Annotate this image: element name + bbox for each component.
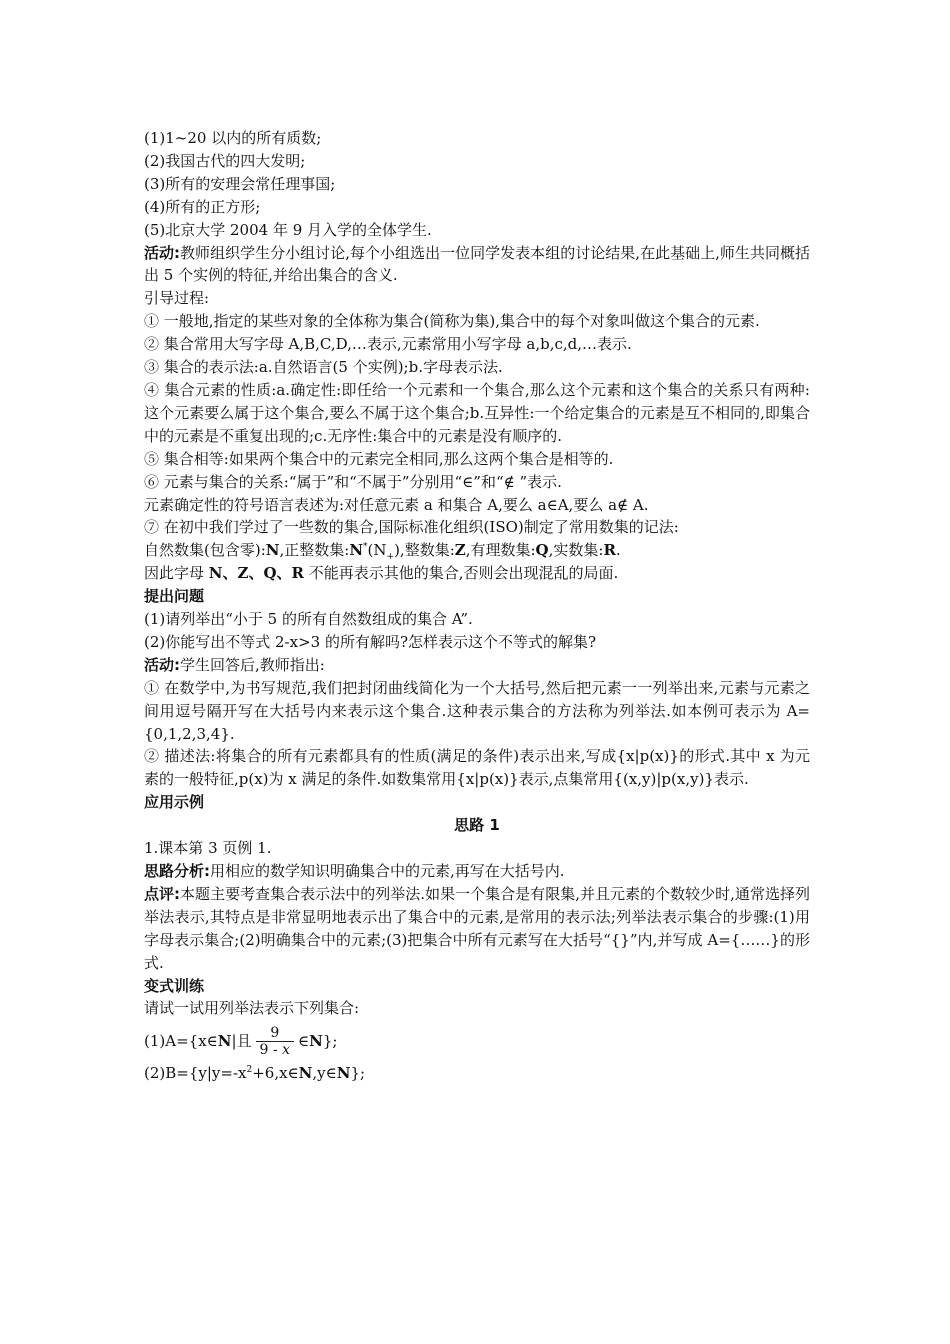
intro-list xyxy=(144,127,810,242)
activity-2-point: ① 在数学中,为书写规范,我们把封闭曲线简化为一个大括号,然后把元素一一列举出来,元素与元素之间用逗号隔开写在大括号内来表示这个集合.这种表示集合的方法称为列举法.如本例可表示为 A={0,1,2,3,4}. xyxy=(144,678,810,743)
guide-point: ⑤ 集合相等:如果两个集合中的元素完全相同,那么这两个集合是相等的. xyxy=(144,449,614,468)
list-item: (3)所有的安理会常任理事国; xyxy=(144,174,336,193)
example-ref: 1.课本第 3 页例 1. xyxy=(144,839,272,858)
list-item: (2)我国古代的四大发明; xyxy=(144,151,306,170)
list-item: (4)所有的正方形; xyxy=(144,197,261,216)
variation-heading: 变式训练 xyxy=(144,976,205,995)
natural-symbol: N xyxy=(265,541,280,560)
guide-point: 元素确定性的符号语言表述为:对任意元素 a 和集合 A,要么 a∈A,要么 a∉ A. xyxy=(144,495,649,514)
guide-point: ② 集合常用大写字母 A,B,C,D,…表示,元素常用小写字母 a,b,c,d,…表示. xyxy=(144,335,632,354)
question-item: (2)你能写出不等式 2-x>3 的所有解吗?怎样表示这个不等式的解集? xyxy=(144,632,597,651)
comment-paragraph: 点评:本题主要考查集合表示法中的列举法.如果一个集合是有限集,并且元素的个数较少时,通常选择列举法表示,其特点是非常显明地表示出了集合中的元素,是常用的表示法;列举法表示集合的步骤:(1)用字母表示集合;(2)明确集合中的元素;(3)把集合中所有元素写在大括号“{}”内,并写成 A={……}的形式. xyxy=(144,884,810,972)
analysis-paragraph: 思路分析:用相应的数学知识明确集合中的元素,再写在大括号内. xyxy=(144,862,565,880)
application-subtitle: 思路 1 xyxy=(454,816,500,835)
activity-2-point: ② 描述法:将集合的所有元素都具有的性质(满足的条件)表示出来,写成{x|p(x)}的形式.其中 x 为元素的一般特征,p(x)为 x 满足的条件.如数集常用{x|p(x)}表示,点集常用{(x,y)|p(x,y)}表示. xyxy=(144,747,810,789)
application-heading: 应用示例 xyxy=(144,793,205,812)
guide-point: ① 一般地,指定的某些对象的全体称为集合(简称为集),集合中的每个对象叫做这个集合的元素. xyxy=(144,312,760,331)
real-symbol: R xyxy=(603,541,616,560)
pose-question-heading: 提出问题 xyxy=(144,587,205,606)
integer-symbol: Z xyxy=(454,541,466,560)
guide-point: ⑥ 元素与集合的关系:“属于”和“不属于”分别用“∈”和“∉ ”表示. xyxy=(144,472,562,491)
document-page xyxy=(144,127,810,1085)
positive-symbol: N xyxy=(349,541,364,560)
list-item: (5)北京大学 2004 年 9 月入学的全体学生. xyxy=(144,220,432,239)
variation-intro: 请试一试用列举法表示下列集合: xyxy=(144,999,360,1018)
reserved-letters-line: 因此字母 N、Z、Q、R 不能再表示其他的集合,否则会出现混乱的局面. xyxy=(144,564,619,583)
list-item: (1)1~20 以内的所有质数; xyxy=(144,129,322,147)
activity-label: 活动: xyxy=(144,243,181,262)
activity-text: 教师组织学生分小组讨论,每个小组选出一位同学发表本组的讨论结果,在此基础上,师生共同概括出 5 个实例的特征,并给出集合的含义. xyxy=(144,243,810,285)
guide-point: ⑦ 在初中我们学过了一些数的集合,国际标准化组织(ISO)制定了常用数集的记法: xyxy=(144,518,679,537)
guide-point: ④ 集合元素的性质:a.确定性:即任给一个元素和一个集合,那么这个元素和这个集合的关系只有两种:这个元素要么属于这个集合,要么不属于这个集合;b.互异性:一个给定集合的元素是互不相同的,即集合中的元素是不重复出现的;c.无序性:集合中的元素是没有顺序的. xyxy=(144,380,810,445)
variation-item-1: (1)A={x∈ N |且 $\frac{9}{9 - x}$ ∈ N }; xyxy=(144,1024,338,1058)
guide-title: 引导过程: xyxy=(144,289,210,308)
question-item: (1)请列举出“小于 5 的所有自然数组成的集合 A”. xyxy=(144,610,473,629)
variation-item-2: $(2)B=\{y|y=-x^2+6,x\in N,y\in N\}$; xyxy=(144,1064,366,1083)
number-sets-line: 自然数集(包含零):N,正整数集$:N^*(N_+)$,整数集:Z,有理数集:Q,实数集:R. xyxy=(144,541,621,563)
rational-symbol: Q xyxy=(535,541,549,560)
fraction xyxy=(256,1025,294,1058)
fraction-denominator: 9 - x xyxy=(259,1041,290,1058)
activity-paragraph xyxy=(144,242,810,288)
activity-2-line: 活动:学生回答后,教师指出: xyxy=(144,655,325,674)
guide-point: ③ 集合的表示法:a.自然语言(5 个实例);b.字母表示法. xyxy=(144,358,503,377)
fraction-numerator: 9 xyxy=(270,1024,280,1041)
